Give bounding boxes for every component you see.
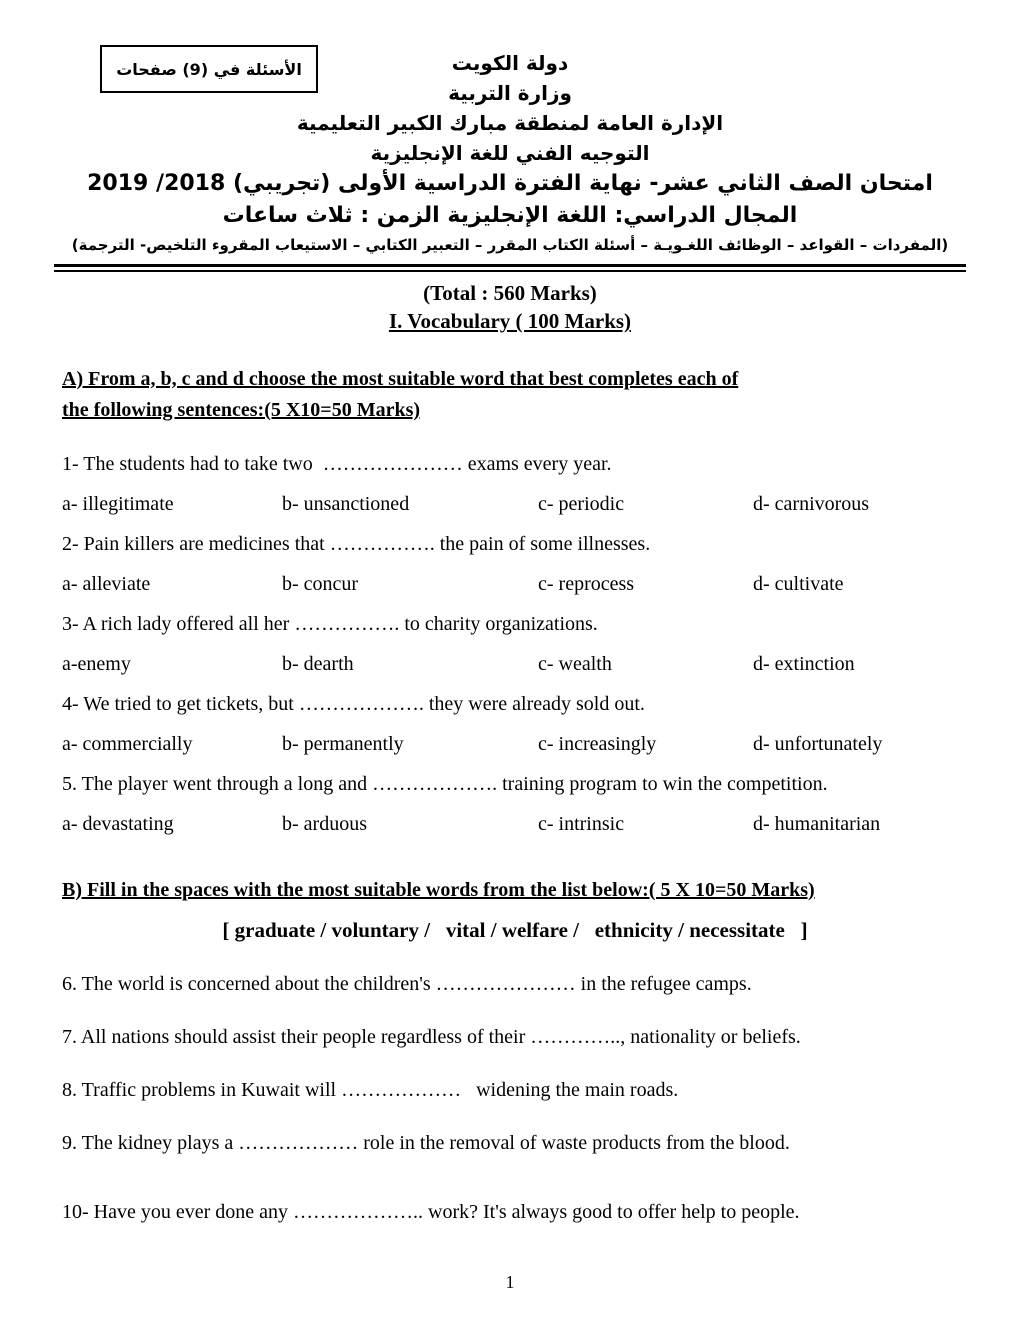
question-4-options xyxy=(62,732,968,756)
option-b: b- dearth xyxy=(282,653,354,675)
question-2-options xyxy=(62,572,968,596)
word-bank: [ graduate / voluntary / vital / welfare / ethnicity / necessitate ] xyxy=(222,918,808,942)
question-5: 5. The player went through a long and ………………. training program to win the competition. xyxy=(62,773,828,795)
option-b: b- unsanctioned xyxy=(282,493,410,515)
question-5-options xyxy=(62,812,968,836)
option-a: a-enemy xyxy=(62,653,131,675)
option-d: d- carnivorous xyxy=(753,493,870,515)
option-a: a- devastating xyxy=(62,813,174,835)
option-c: c- reprocess xyxy=(538,573,635,595)
letterhead-district: الإدارة العامة لمنطقة مبارك الكبير التعليمية xyxy=(296,111,724,135)
option-c: c- periodic xyxy=(538,493,625,515)
part-a-heading xyxy=(62,364,968,426)
section-title: I. Vocabulary ( 100 Marks) xyxy=(388,309,632,333)
part-a-heading-line1: A) From a, b, c and d choose the most suitable word that best completes each of xyxy=(62,368,739,390)
exam-subject-time: المجال الدراسي: اللغة الإنجليزية الزمن : ثلاث ساعات xyxy=(222,203,798,228)
option-a: a- commercially xyxy=(62,733,193,755)
total-marks: (Total : 560 Marks) xyxy=(423,281,597,305)
letterhead xyxy=(0,0,1020,258)
exam-body xyxy=(62,364,968,1224)
letterhead-country: دولة الكويت xyxy=(451,51,569,75)
letterhead-ministry: وزارة التربية xyxy=(448,81,572,105)
question-6: 6. The world is concerned about the children's ………………… in the refugee camps. xyxy=(62,973,752,995)
question-9: 9. The kidney plays a ……………… role in the removal of waste products from the blood. xyxy=(62,1132,790,1154)
question-8: 8. Traffic problems in Kuwait will ……………… widening the main roads. xyxy=(62,1079,679,1101)
part-b-heading-text: B) Fill in the spaces with the most suitable words from the list below:( 5 X 10=50 Marks) xyxy=(62,879,815,901)
option-b: b- permanently xyxy=(282,733,404,755)
option-a: a- illegitimate xyxy=(62,493,174,515)
option-d: d- cultivate xyxy=(753,573,844,595)
option-c: c- intrinsic xyxy=(538,813,625,835)
exam-components: (المفردات – القواعد – الوظائف اللغـويـة – أسئلة الكتاب المقرر – التعبير الكتابي – الاستيعاب المقروء التلخيص- الترجمة) xyxy=(71,236,949,254)
option-b: b- concur xyxy=(282,573,359,595)
option-d: d- humanitarian xyxy=(753,813,881,835)
question-4: 4- We tried to get tickets, but ………………. they were already sold out. xyxy=(62,693,645,715)
pages-count-box xyxy=(100,45,318,93)
exam-title-arabic: امتحان الصف الثاني عشر- نهاية الفترة الدراسية الأولى (تجريبي) 2018/ 2019 xyxy=(87,171,933,196)
option-d: d- unfortunately xyxy=(753,733,883,755)
pages-count-label: الأسئلة في (9) صفحات xyxy=(116,59,302,79)
option-b: b- arduous xyxy=(282,813,367,835)
page-number: 1 xyxy=(505,1272,515,1292)
question-7: 7. All nations should assist their people regardless of their ………….., nationality or beliefs. xyxy=(62,1026,801,1048)
letterhead-supervision: التوجيه الفني للغة الإنجليزية xyxy=(370,141,650,165)
part-a-heading-line2: the following sentences:(5 X10=50 Marks) xyxy=(62,399,421,421)
question-1: 1- The students had to take two ………………… exams every year. xyxy=(62,453,612,475)
option-a: a- alleviate xyxy=(62,573,151,595)
question-1-options xyxy=(62,492,968,516)
option-d: d- extinction xyxy=(753,653,855,675)
header-divider xyxy=(54,264,966,272)
option-c: c- wealth xyxy=(538,653,612,675)
question-3: 3- A rich lady offered all her ……………. to charity organizations. xyxy=(62,613,598,635)
question-3-options xyxy=(62,652,968,676)
question-2: 2- Pain killers are medicines that ……………. the pain of some illnesses. xyxy=(62,533,651,555)
option-c: c- increasingly xyxy=(538,733,657,755)
question-10: 10- Have you ever done any ……………….. work? It's always good to offer help to people. xyxy=(62,1201,800,1223)
part-b-heading xyxy=(62,876,968,904)
